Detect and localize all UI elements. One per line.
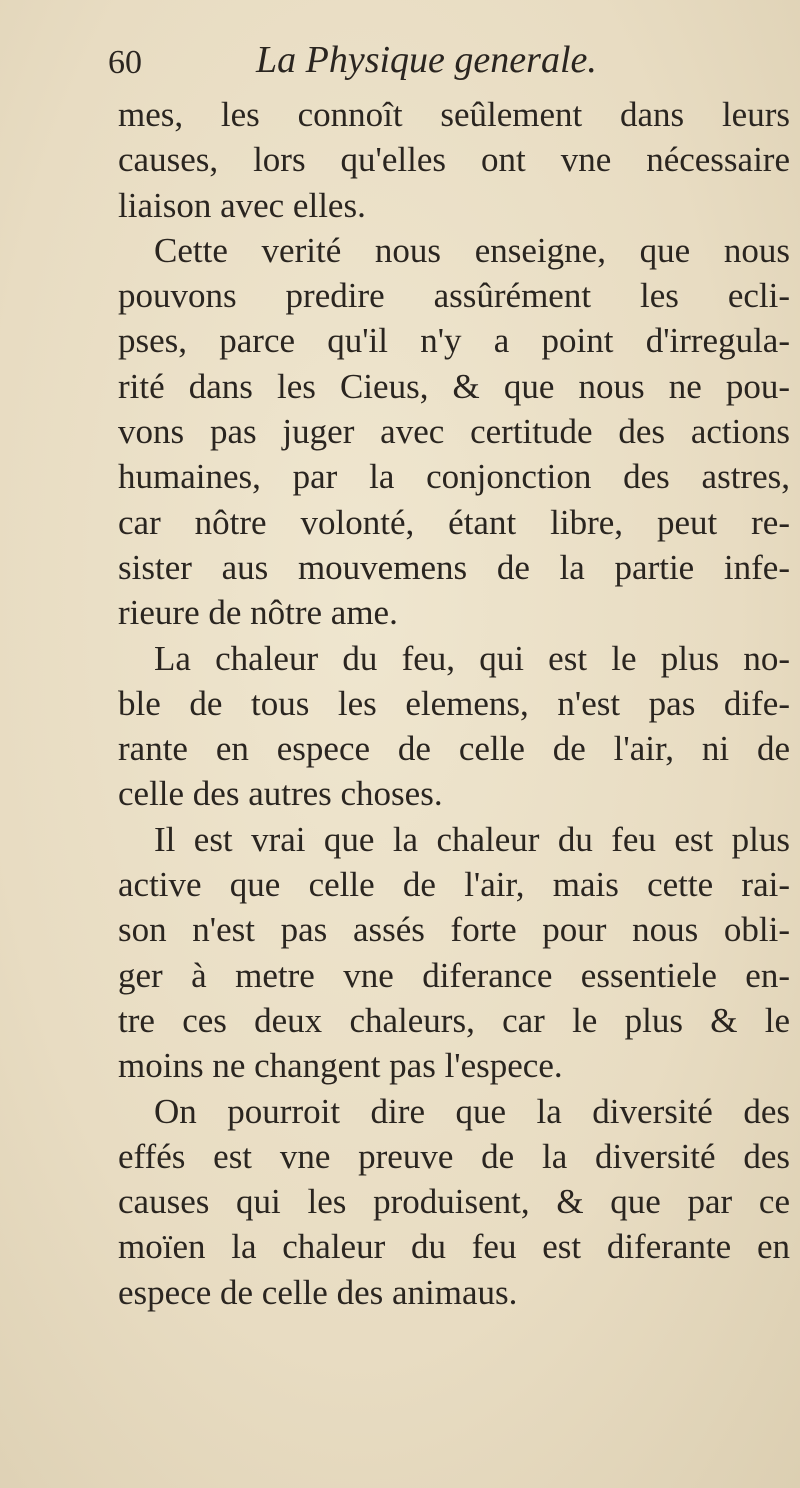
text-line: moins ne changent pas l'espece. (118, 1046, 563, 1086)
text-line: tre ces deux chaleurs, car le plus & le (118, 1000, 790, 1040)
text-line: rité dans les Cieus, & que nous ne pou- (118, 366, 790, 406)
text-line: active que celle de l'air, mais cette rai- (118, 865, 790, 905)
text-line: causes, lors qu'elles ont vne nécessaire (118, 140, 790, 180)
text-line: Il est vrai que la chaleur du feu est plus (154, 819, 790, 859)
text-line: son n'est pas assés forte pour nous obli- (118, 910, 790, 950)
text-line: espece de celle des animaus. (118, 1272, 518, 1312)
text-line: moïen la chaleur du feu est diferante en (118, 1227, 790, 1267)
text-line: car nôtre volonté, étant libre, peut re- (118, 502, 790, 542)
text-line: On pourroit dire que la diversité des (154, 1091, 790, 1131)
text-line: vons pas juger avec certitude des actions (118, 412, 790, 452)
text-line: rieure de nôtre ame. (118, 593, 398, 633)
text-line: sister aus mouvemens de la partie infe- (118, 547, 790, 587)
text-line: rante en espece de celle de l'air, ni de (118, 729, 790, 769)
text-line: ble de tous les elemens, n'est pas dife- (118, 683, 790, 723)
text-line: Cette verité nous enseigne, que nous (154, 230, 790, 270)
page-number: 60 (108, 44, 142, 81)
text-line: mes, les connoît seûlement dans leurs (118, 95, 790, 134)
running-head: La Physique generale. (256, 39, 597, 81)
text-line: effés est vne preuve de la diversité des (118, 1136, 790, 1176)
text-line: La chaleur du feu, qui est le plus no- (154, 638, 790, 678)
text-line: pouvons predire assûrément les ecli- (118, 276, 790, 316)
text-line: liaison avec elles. (118, 185, 366, 225)
text-line: celle des autres choses. (118, 774, 443, 814)
body-text (118, 92, 790, 1315)
text-line: humaines, par la conjonction des astres, (118, 457, 790, 497)
text-line: ger à metre vne diferance essentiele en- (118, 955, 790, 995)
text-line: causes qui les produisent, & que par ce (118, 1182, 790, 1222)
text-line: pses, parce qu'il n'y a point d'irregula- (118, 321, 790, 361)
page-header (108, 38, 748, 98)
